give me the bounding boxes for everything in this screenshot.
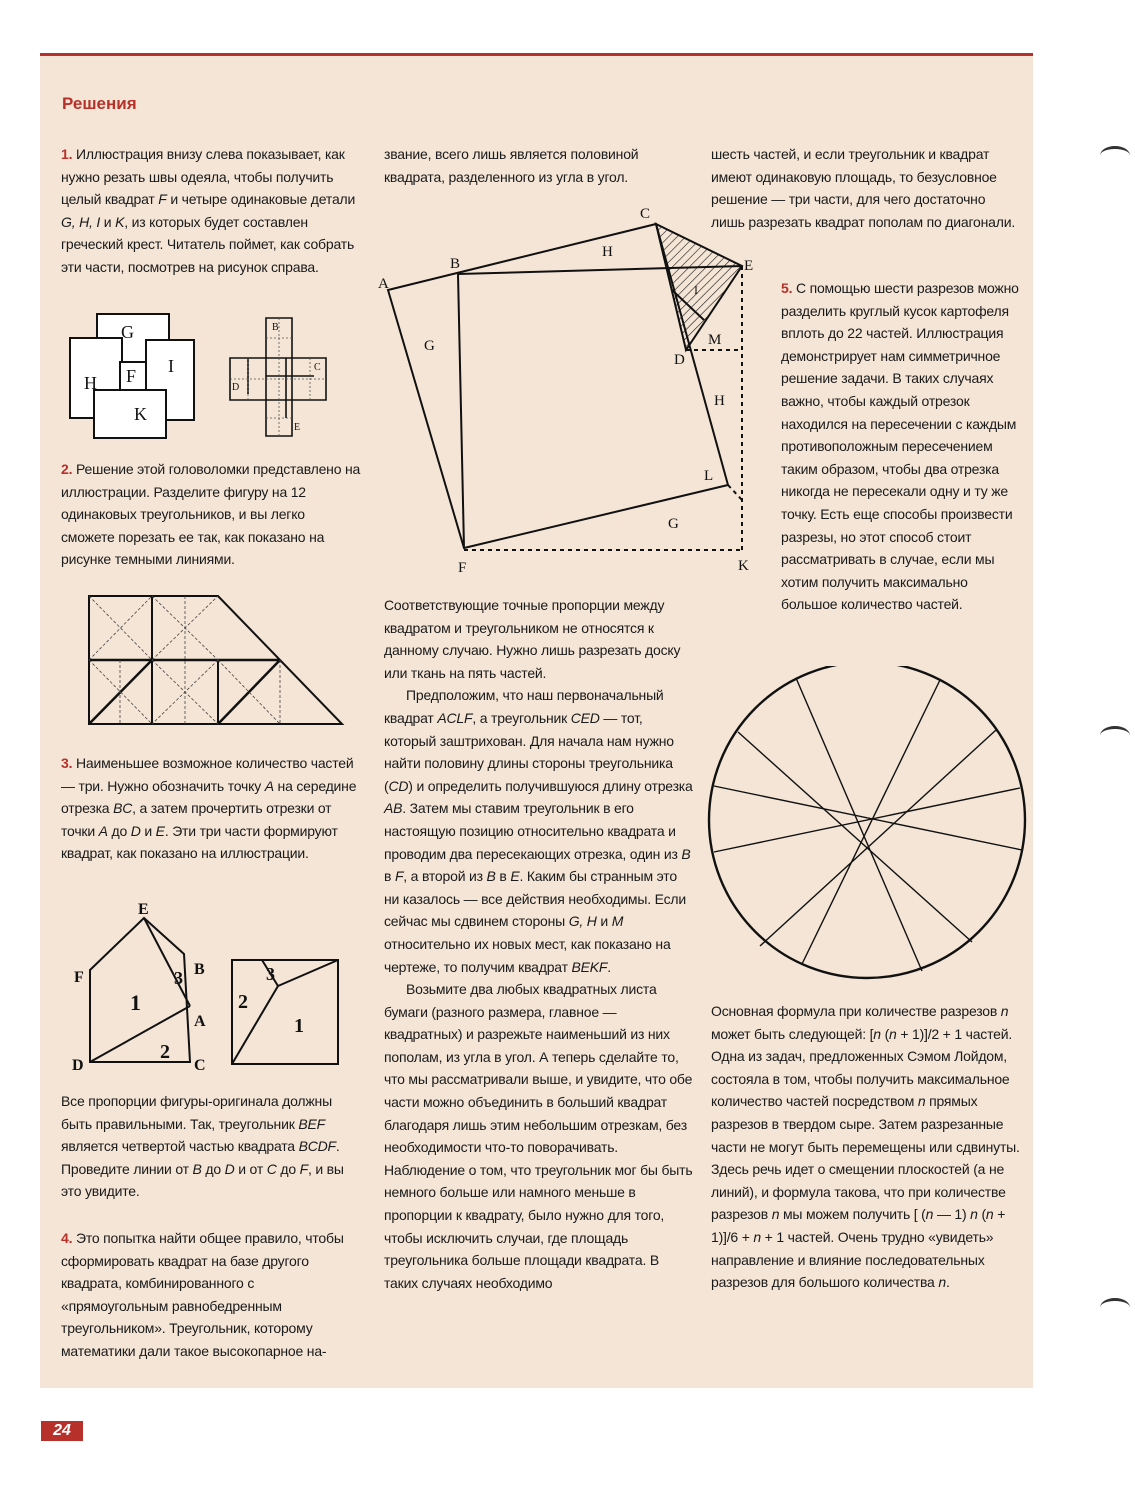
solution-5-text: 5. С помощью шести разрезов можно разделить круглый кусок картофеля вплоть до 22 частей. Иллюстрация демонстрирует нам симметричное решение задачи. В таких случаях важно, чтобы каждый отрезок находился на пересечении с каждым противоположным пересечением таким образом, чтобы два отрезка никогда не пересекали одну и ту же точку. Есть еще способы произвести разрезы, но этот способ стоит рассматривать в случае, если мы хотим получить максимально большое количество частей. (781, 280, 1019, 613)
binder-ring-mark (1100, 726, 1130, 745)
page-number: 24 (41, 1421, 83, 1441)
label-d: D (674, 352, 685, 368)
section-heading: Решения (62, 94, 137, 113)
label-c: C (194, 1057, 206, 1074)
binder-ring-mark (1100, 1298, 1130, 1317)
label-e: E (744, 258, 754, 274)
label-a: A (194, 1013, 206, 1030)
formula-text: Основная формула при количестве разрезов n может быть следующей: [n (n + 1)]/2 + 1 частей. Одна из задач, предложенных Сэмом Лойдом, состояла в том, чтобы получить максимальное количество частей посредством n прямых разрезов в твердом сыре. Затем разрезанные части не могут быть перемещены или сдвинуты. Здесь речь идет о смещении плоскостей (а не линий), и формула такова, что при количестве разрезов n мы можем получить [ (n — 1) n (n + 1)]/6 + n + 1 частей. Очень трудно «увидеть» направление и влияние последовательных разрезов для большого количества n. (711, 1003, 1020, 1291)
label-1: 1 (130, 990, 141, 1015)
label-g2: G (668, 516, 679, 532)
label-g: G (121, 322, 134, 342)
solution-4-continued: звание, всего лишь является половиной квадрата, разделенного из угла в угол. (384, 146, 639, 185)
label-c: C (314, 362, 321, 373)
label-f: F (126, 366, 137, 386)
top-rule (40, 53, 1033, 56)
label-b: B (450, 256, 461, 272)
label-e: E (138, 901, 149, 918)
solution-2-text: 2. Решение этой головоломки представлено на иллюстрации. Разделите фигуру на 12 одинаковых треугольников, и вы легко сможете порезать ее так, как показано на рисунке темными линиями. (61, 461, 361, 568)
square-label-1: 1 (294, 1015, 304, 1037)
label-k: K (134, 404, 147, 424)
label-b: B (194, 961, 205, 978)
solution-4-text: 4. Это попытка найти общее правило, чтобы сформировать квадрат на базе другого квадрата, комбинированного с «прямоугольным равнобедренным треугольником». Треугольник, которому математики дали такое высокопарное на- (61, 1230, 344, 1359)
solution-4-proportions: Соответствующие точные пропорции между квадратом и треугольником не относятся к данному случаю. Нужно лишь разрезать доску или ткань на пять частей. Предположим, что наш первоначальный квадрат ACLF, а треугольник CED — тот, который заштрихован. Для начала нам нужно найти половину длины стороны треугольника (CD) и определить получившуюся длину отрезка AB. Затем мы ставим треугольник в его настоящую позицию относительно квадрата и проводим два пересекающих отрезка, один из B в F, а второй из B в E. Каким бы странным это ни казалось — все действия необходимы. Если сейчас мы сдвинем стороны G, H и M относительно их новых мест, как показано на чертеже, то получим квадрат BEKF. Возьмите два любых квадратных листа бумаги (разного размера, главное — квадратных) и разрежьте наименьший из них пополам, из угла в угол. А теперь сделайте то, что мы рассматривали выше, и увидите, что обе части можно объединить в больший квадрат благодаря лишь этим небольшим отрезкам, без необходимости что-то поворачивать. Наблюдение о том, что треугольник мог бы быть немного больше или намного меньше в пропорции к квадрату, было нужно для того, чтобы исключить случаи, где площадь треугольника больше площади квадрата. В таких случаях необходимо (384, 597, 693, 1291)
solution-3-note: Все пропорции фигуры-оригинала должны быть правильными. Так, треугольник BEF является четвертой частью квадрата BCDF. Проведите линии от B до D и от C до F, и вы это увидите. (61, 1093, 344, 1200)
greek-cross-figure (226, 314, 352, 440)
label-m: M (708, 332, 722, 348)
potato-cuts-figure (704, 666, 1030, 986)
square-label-2: 2 (238, 991, 248, 1013)
label-h: H (602, 244, 613, 260)
quilt-pieces-figure (64, 310, 199, 445)
label-i: I (694, 283, 698, 297)
binder-ring-mark (1100, 146, 1130, 165)
label-2: 2 (160, 1041, 170, 1063)
square-triangle-dissection-figure (374, 200, 764, 580)
label-d: D (72, 1057, 84, 1074)
solution-4-conclusion: шесть частей, и если треугольник и квадрат имеют одинаковую площадь, то безусловное решение — три части, для чего достаточно лишь разрезать квадрат пополам по диагонали. (711, 146, 1016, 230)
label-k: K (738, 558, 749, 574)
pentagon-dissection-figure (66, 898, 346, 1078)
label-3: 3 (174, 968, 183, 988)
triangles-figure (84, 592, 346, 730)
label-a: A (378, 276, 389, 292)
solution-3-text: 3. Наименьшее возможное количество частей — три. Нужно обозначить точку A на середине отрезка BC, а затем прочертить отрезки от точки A до D и E. Эти три части формируют квадрат, как показано на иллюстрации. (61, 755, 357, 862)
label-l: L (704, 468, 714, 484)
label-c: C (640, 206, 651, 222)
label-f: F (458, 560, 467, 576)
label-e: E (294, 422, 301, 433)
solution-1-text: 1. Иллюстрация внизу слева показывает, как нужно резать швы одеяла, чтобы получить целый квадрат F и четыре одинаковые детали G, H, I и K, из которых будет составлен греческий крест. Читатель поймет, как собрать эти части, посмотрев на рисунок справа. (61, 146, 356, 275)
label-h2: H (714, 393, 725, 409)
label-d: D (232, 382, 240, 393)
label-b: B (272, 322, 279, 333)
label-i: I (168, 356, 174, 376)
label-f: F (74, 969, 84, 986)
label-g: G (424, 338, 435, 354)
square-label-3: 3 (266, 964, 275, 984)
label-h: H (84, 373, 97, 393)
